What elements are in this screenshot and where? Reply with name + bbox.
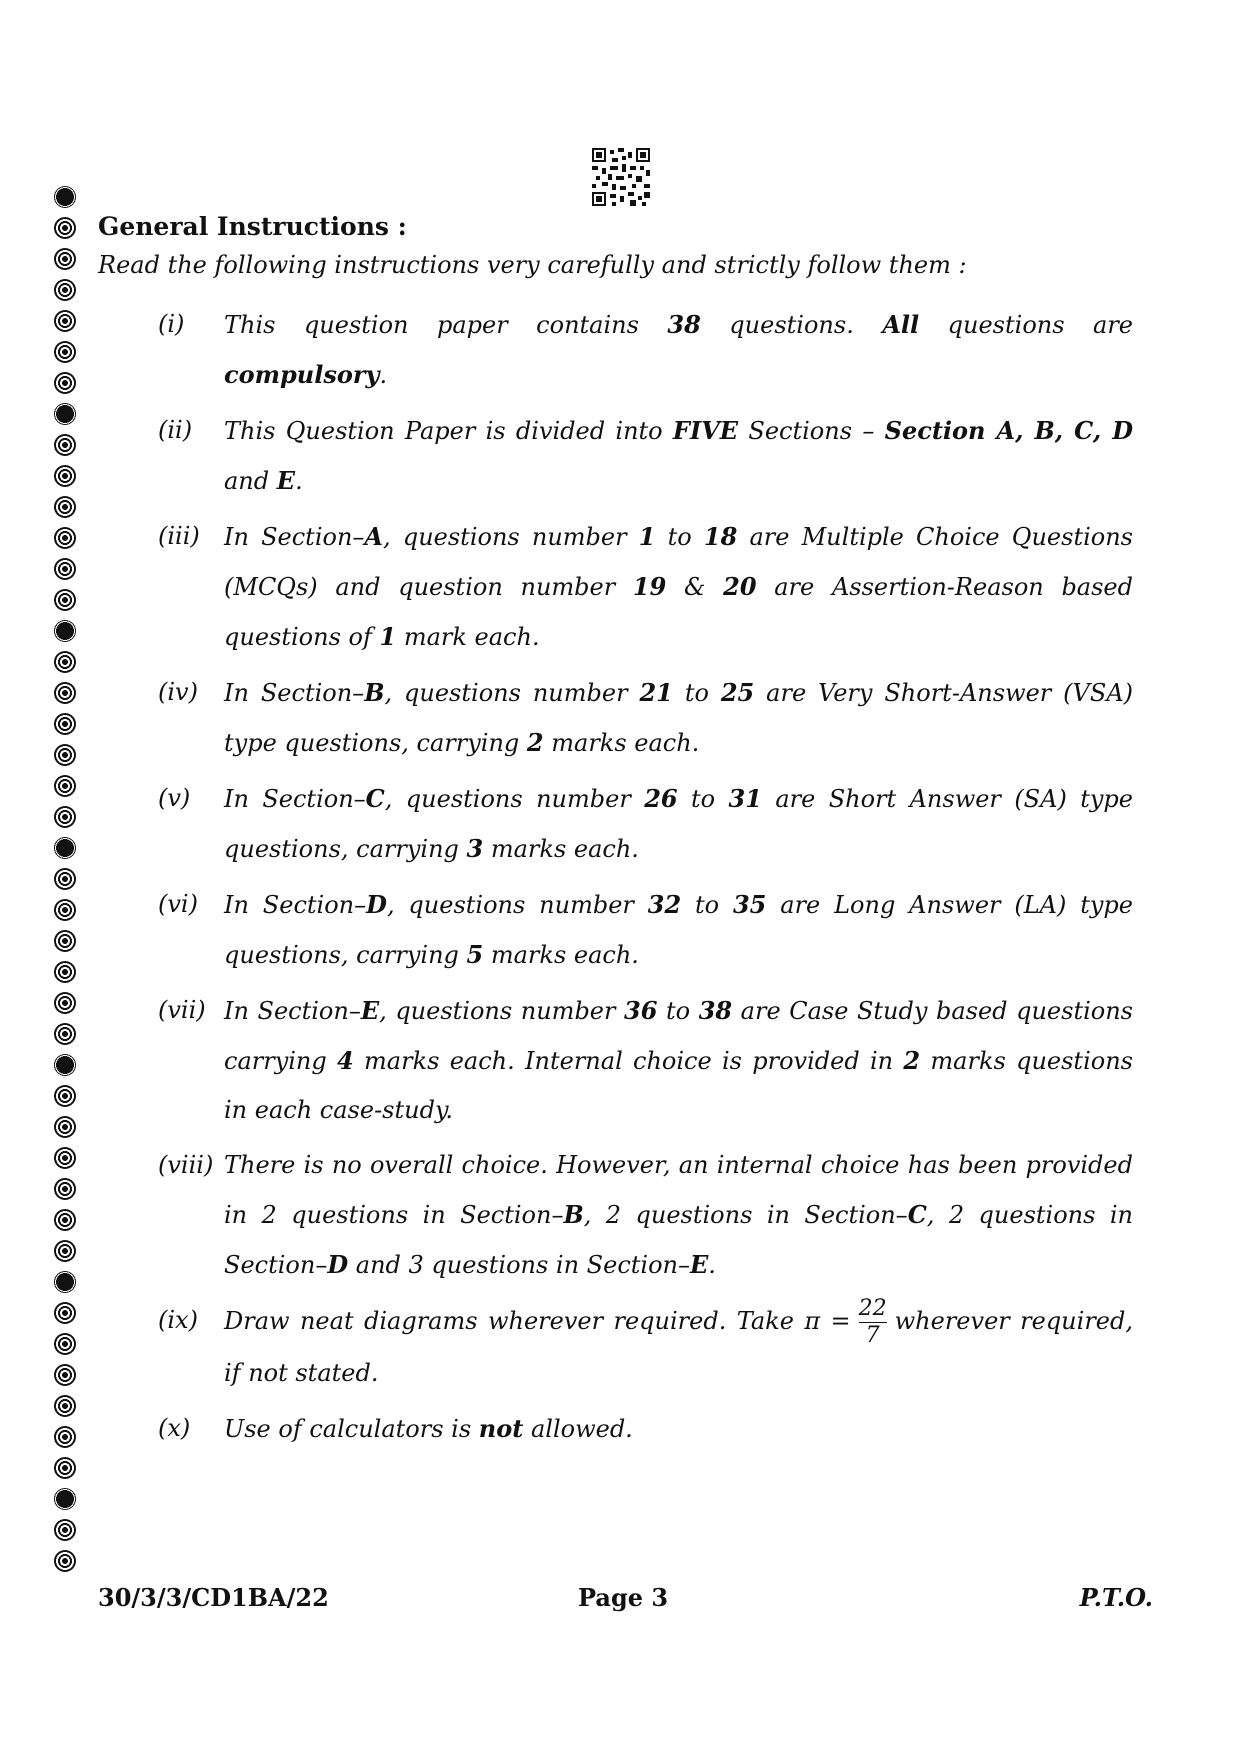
- margin-dot: [54, 1395, 76, 1417]
- instruction-number: (x): [158, 1414, 191, 1442]
- margin-dot: [54, 1550, 76, 1572]
- instruction-item: [158, 512, 1133, 662]
- margin-dot: [54, 1023, 76, 1045]
- margin-dot: [54, 1488, 76, 1510]
- instruction-item: [158, 300, 1133, 400]
- instruction-number: (vi): [158, 890, 198, 918]
- instruction-number: (i): [158, 310, 185, 338]
- instruction-number: (ii): [158, 416, 193, 444]
- margin-dot: [54, 279, 76, 301]
- intro-text: Read the following instructions very carefully and strictly follow them :: [98, 251, 967, 279]
- instruction-number: (viii): [158, 1151, 214, 1179]
- instruction-item: [158, 1296, 1133, 1398]
- instruction-text: In Section–B, questions number 21 to 25 are Very Short-Answer (VSA) type questions, carrying 2 marks each.: [224, 678, 1134, 757]
- instruction-text: Draw neat diagrams wherever required. Take π = $\frac{22}{7}$ wherever required, if not stated.: [224, 1296, 1133, 1387]
- margin-dot: [54, 620, 76, 642]
- instruction-number: (iv): [158, 678, 198, 706]
- instruction-text: There is no overall choice. However, an internal choice has been provided in 2 questions in Section–B, 2 questions in Section–C, 2 questions in Section–D and 3 questions in Section–E.: [224, 1151, 1133, 1279]
- instruction-item: [158, 880, 1133, 980]
- margin-dot: [54, 1147, 76, 1169]
- margin-dot: [54, 806, 76, 828]
- margin-dot: [54, 1457, 76, 1479]
- instruction-text: This question paper contains 38 questions. All questions are compulsory.: [224, 310, 1134, 389]
- qr-code-icon: [592, 148, 650, 206]
- instruction-text: In Section–A, questions number 1 to 18 are Multiple Choice Questions (MCQs) and question number 19 & 20 are Assertion-Reason based questions of 1 mark each.: [224, 522, 1133, 651]
- instruction-text: This Question Paper is divided into FIVE Sections – Section A, B, C, D and E.: [224, 416, 1134, 495]
- margin-dot: [54, 744, 76, 766]
- paper-code: 30/3/3/CD1BA/22: [98, 1583, 329, 1612]
- margin-dot: [54, 651, 76, 673]
- margin-dot: [54, 434, 76, 456]
- instruction-number: (v): [158, 784, 191, 812]
- margin-dot: [54, 341, 76, 363]
- margin-dot: [54, 1085, 76, 1107]
- margin-dot: [54, 1271, 76, 1293]
- margin-dot: [54, 837, 76, 859]
- instructions-list: [158, 300, 1133, 1460]
- instruction-text: In Section–C, questions number 26 to 31 are Short Answer (SA) type questions, carrying 3 marks each.: [224, 784, 1133, 863]
- margin-dot: [54, 868, 76, 890]
- margin-dot: [54, 403, 76, 425]
- margin-dot: [54, 217, 76, 239]
- margin-dot: [54, 248, 76, 270]
- margin-dot: [54, 1240, 76, 1262]
- instruction-text: In Section–E, questions number 36 to 38 are Case Study based questions carrying 4 marks each. Internal choice is provided in 2 marks questions in each case-study.: [224, 996, 1133, 1124]
- margin-dot: [54, 589, 76, 611]
- page-number: Page 3: [578, 1583, 669, 1612]
- instruction-item: [158, 1404, 1133, 1454]
- margin-dot: [54, 1302, 76, 1324]
- instruction-item: [158, 1141, 1133, 1290]
- instruction-item: [158, 774, 1133, 874]
- margin-dot: [54, 1116, 76, 1138]
- margin-dot: [54, 992, 76, 1014]
- margin-dot: [54, 961, 76, 983]
- margin-dot: [54, 310, 76, 332]
- instruction-item: [158, 668, 1133, 768]
- margin-dot: [54, 1178, 76, 1200]
- pto-label: P.T.O.: [1079, 1583, 1153, 1612]
- margin-dot: [54, 1333, 76, 1355]
- margin-dot: [54, 558, 76, 580]
- margin-dot: [54, 682, 76, 704]
- margin-dot: [54, 775, 76, 797]
- margin-dot: [54, 186, 76, 208]
- margin-dot: [54, 372, 76, 394]
- margin-dot: [54, 1364, 76, 1386]
- margin-dot: [54, 1426, 76, 1448]
- instruction-number: (vii): [158, 996, 206, 1024]
- instruction-text: Use of calculators is not allowed.: [224, 1414, 633, 1443]
- instruction-item: [158, 986, 1133, 1135]
- margin-dot: [54, 930, 76, 952]
- margin-dot-strip: [54, 186, 84, 1581]
- instruction-item: [158, 406, 1133, 506]
- margin-dot: [54, 1054, 76, 1076]
- page-heading: General Instructions :: [98, 212, 407, 241]
- instruction-number: (ix): [158, 1306, 198, 1334]
- instruction-number: (iii): [158, 522, 200, 550]
- pi-fraction: $\frac{22}{7}$: [858, 1296, 887, 1348]
- margin-dot: [54, 465, 76, 487]
- instruction-text: In Section–D, questions number 32 to 35 are Long Answer (LA) type questions, carrying 5 marks each.: [224, 890, 1133, 969]
- margin-dot: [54, 496, 76, 518]
- margin-dot: [54, 713, 76, 735]
- margin-dot: [54, 1519, 76, 1541]
- margin-dot: [54, 899, 76, 921]
- margin-dot: [54, 1209, 76, 1231]
- margin-dot: [54, 527, 76, 549]
